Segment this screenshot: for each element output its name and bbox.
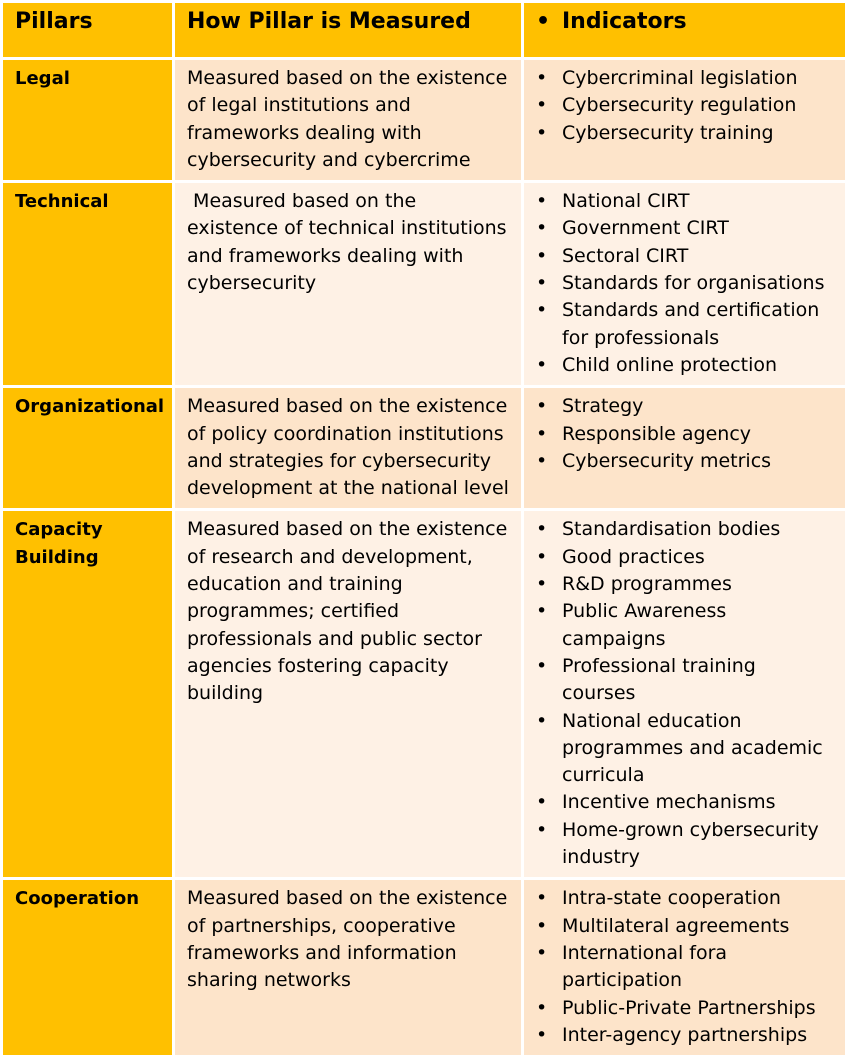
indicator-item: • Standards and certification for professionals	[562, 297, 835, 352]
indicator-item: • Responsible agency	[562, 421, 835, 448]
indicator-cell	[523, 182, 845, 387]
indicator-item: • Cybersecurity regulation	[562, 92, 835, 119]
measure-text: Measured based on the existence of partnerships, cooperative frameworks and information sharing networks	[187, 887, 513, 991]
indicator-item: • International fora participation	[562, 940, 835, 995]
indicator-cell	[523, 879, 845, 1057]
measure-text: Measured based on the existence of research and development, education and training programmes; certified professionals and public sector agencies fostering capacity building	[187, 518, 513, 704]
pillar-name: Legal	[2, 59, 174, 182]
indicator-item: • Child online protection	[562, 352, 835, 379]
indicator-item: • Multilateral agreements	[562, 913, 835, 940]
indicator-item: • Sectoral CIRT	[562, 243, 835, 270]
table-row-legal	[2, 59, 845, 182]
indicator-item: • Good practices	[562, 544, 835, 571]
indicator-item: • Home-grown cybersecurity industry	[562, 817, 835, 872]
header-pillars: Pillars	[2, 2, 174, 59]
pillar-measure-description	[174, 182, 523, 387]
pillar-measure-description	[174, 387, 523, 510]
header-how-measured: How Pillar is Measured	[174, 2, 523, 59]
pillar-measure-description	[174, 59, 523, 182]
indicator-item: • National CIRT	[562, 188, 835, 215]
table-row-technical	[2, 182, 845, 387]
indicator-item: • Inter-agency partnerships	[562, 1022, 835, 1049]
header-indicators	[523, 2, 845, 59]
pillar-measure-description	[174, 510, 523, 879]
indicator-item: • Cybersecurity training	[562, 120, 835, 147]
indicator-item: • R&D programmes	[562, 571, 835, 598]
table-row-organizational	[2, 387, 845, 510]
indicator-item: • Professional training courses	[562, 653, 835, 708]
table-row-capacity-building	[2, 510, 845, 879]
indicator-item: • Public-Private Partnerships	[562, 995, 835, 1022]
indicator-list	[536, 885, 835, 1049]
table-row-cooperation	[2, 879, 845, 1057]
pillar-name: Organizational	[2, 387, 174, 510]
indicator-list	[536, 65, 835, 147]
measure-text: Measured based on the existence of policy coordination institutions and strategies for cybersecurity development at the national level	[187, 395, 513, 499]
indicator-list	[536, 516, 835, 871]
indicator-item: • National education programmes and academic curricula	[562, 708, 835, 790]
indicator-item: • Strategy	[562, 393, 835, 420]
indicator-item: • Standardisation bodies	[562, 516, 835, 543]
indicator-item: • Cybersecurity metrics	[562, 448, 835, 475]
measure-text: Measured based on the existence of legal institutions and frameworks dealing with cybersecurity and cybercrime	[187, 67, 513, 171]
indicator-item: • Cybercriminal legislation	[562, 65, 835, 92]
indicator-item: • Standards for organisations	[562, 270, 835, 297]
indicator-cell	[523, 59, 845, 182]
indicator-cell	[523, 510, 845, 879]
measure-text: Measured based on the existence of technical institutions and frameworks dealing with cybersecurity	[187, 190, 513, 294]
indicator-item: • Government CIRT	[562, 215, 835, 242]
indicator-item: • Intra-state cooperation	[562, 885, 835, 912]
header-row	[2, 2, 845, 59]
indicator-list	[536, 188, 835, 379]
pillar-name: Capacity Building	[2, 510, 174, 879]
indicator-item: • Incentive mechanisms	[562, 789, 835, 816]
indicator-item: • Public Awareness campaigns	[562, 598, 835, 653]
pillar-measure-description	[174, 879, 523, 1057]
header-bullet: •	[536, 8, 562, 35]
pillar-name: Technical	[2, 182, 174, 387]
pillar-name: Cooperation	[2, 879, 174, 1057]
header-indicators-label: Indicators	[562, 9, 687, 34]
indicator-list	[536, 393, 835, 475]
indicator-cell	[523, 387, 845, 510]
